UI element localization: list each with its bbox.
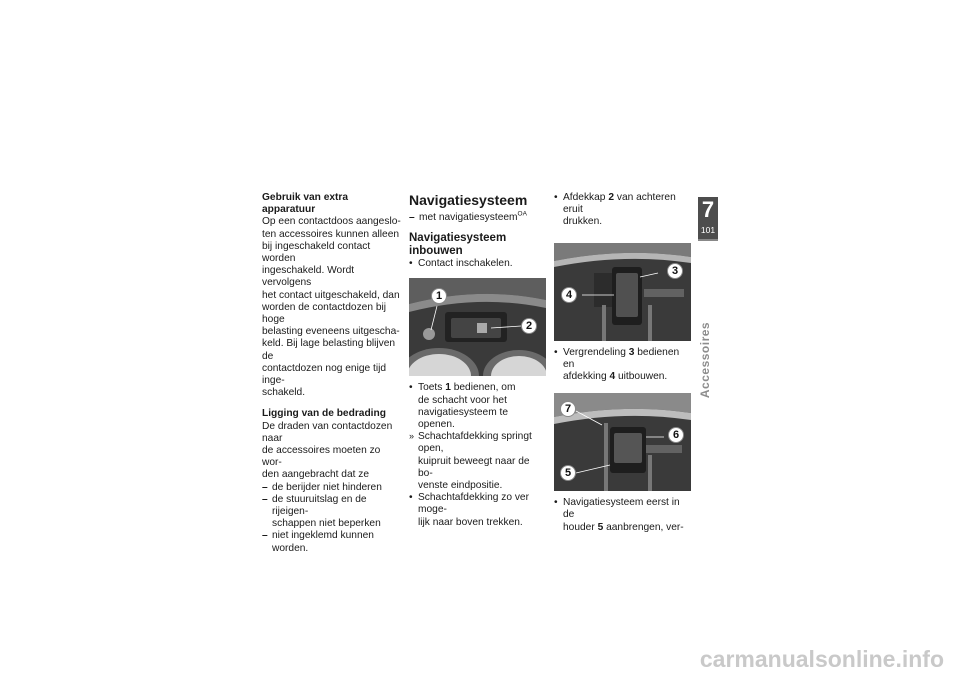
chapter-tab	[698, 197, 718, 239]
list-item: • Contact inschakelen.	[409, 258, 547, 270]
section-label-vertical	[698, 321, 718, 399]
callout-2: 2	[521, 318, 537, 334]
column-accessory-power	[262, 192, 402, 555]
list-item: – de berijder niet hinderen	[262, 482, 402, 494]
option-list	[409, 212, 547, 224]
callout-7: 7	[560, 401, 576, 417]
list-item: • Schachtafdekking zo ver moge- lijk naar boven trekken.	[409, 492, 547, 529]
text-line: ten accessoires kunnen alleen	[262, 228, 400, 240]
text-line: ingeschakeld. Wordt vervolgens	[262, 265, 355, 289]
steps-list-4	[554, 347, 692, 384]
callout-3: 3	[667, 263, 683, 279]
list-item: • Afdekkap 2 van achteren eruit drukken.	[554, 192, 692, 229]
chapter-number: 7	[701, 197, 715, 222]
option-sup: OA	[517, 210, 527, 218]
callout-1: 1	[431, 288, 447, 304]
option-item: – met navigatiesysteem$^{OA}$	[409, 212, 547, 224]
subsection-title: Navigatiesysteem inbouwen	[409, 232, 507, 258]
heading-wiring: Ligging van de bedrading	[262, 408, 386, 420]
page-number: 101	[700, 225, 716, 235]
column-navigation-continued	[554, 192, 692, 534]
callout-4: 4	[561, 287, 577, 303]
steps-list-2	[409, 382, 547, 528]
list-item: • Toets 1 bedienen, om de schacht voor het navigatiesysteem te openen.	[409, 382, 547, 431]
text-line: worden de contactdozen bij hoge	[262, 301, 387, 326]
result-item: » Schachtafdekking springt open, kuipruit beweegt naar de bo- venste eindpositie.	[409, 431, 547, 492]
photo-holder	[554, 393, 691, 491]
text-line: bij ingeschakeld contact worden	[262, 240, 371, 265]
text-line: het contact uitgeschakeld, dan	[262, 289, 400, 301]
steps-list-1	[409, 258, 547, 270]
section-title: Navigatiesysteem	[409, 192, 528, 208]
callout-5: 5	[560, 465, 576, 481]
text-line: den aangebracht dat ze	[262, 469, 370, 481]
list-item: – niet ingeklemd kunnen worden.	[262, 530, 402, 554]
paragraph-extra-equipment	[262, 216, 402, 399]
text-line: keld. Bij lage belasting blijven de	[262, 338, 396, 362]
list-item: • Vergrendeling 3 bedienen en afdekking 4 uitbouwen.	[554, 347, 692, 384]
list-item: • Navigatiesysteem eerst in de houder 5 aanbrengen, ver-	[554, 497, 692, 534]
text-line: de accessoires moeten zo wor-	[262, 445, 381, 469]
wiring-requirements-list	[262, 482, 402, 555]
photo-dashboard-button	[409, 278, 546, 376]
callout-6: 6	[668, 427, 684, 443]
text-line: belasting eveneens uitgescha-	[262, 326, 400, 338]
steps-list-5	[554, 497, 692, 534]
section-label: Accessoires	[698, 321, 712, 399]
list-item: – de stuuruitslag en de rijeigen- schappen niet beperken	[262, 494, 402, 531]
text-line: contactdozen nog enige tijd inge-	[262, 362, 387, 387]
watermark: carmanualsonline.info	[699, 646, 944, 672]
text-line: De draden van contactdozen naar	[262, 420, 393, 444]
heading-extra-equipment: Gebruik van extra apparatuur	[262, 192, 349, 216]
text-line: schakeld.	[262, 387, 306, 399]
steps-list-3	[554, 192, 692, 229]
tab-divider	[698, 239, 718, 241]
paragraph-wiring	[262, 421, 402, 482]
text-line: Op een contactdoos aangeslo-	[262, 216, 401, 228]
column-navigation	[409, 192, 547, 529]
photo-lock-cover	[554, 243, 691, 341]
